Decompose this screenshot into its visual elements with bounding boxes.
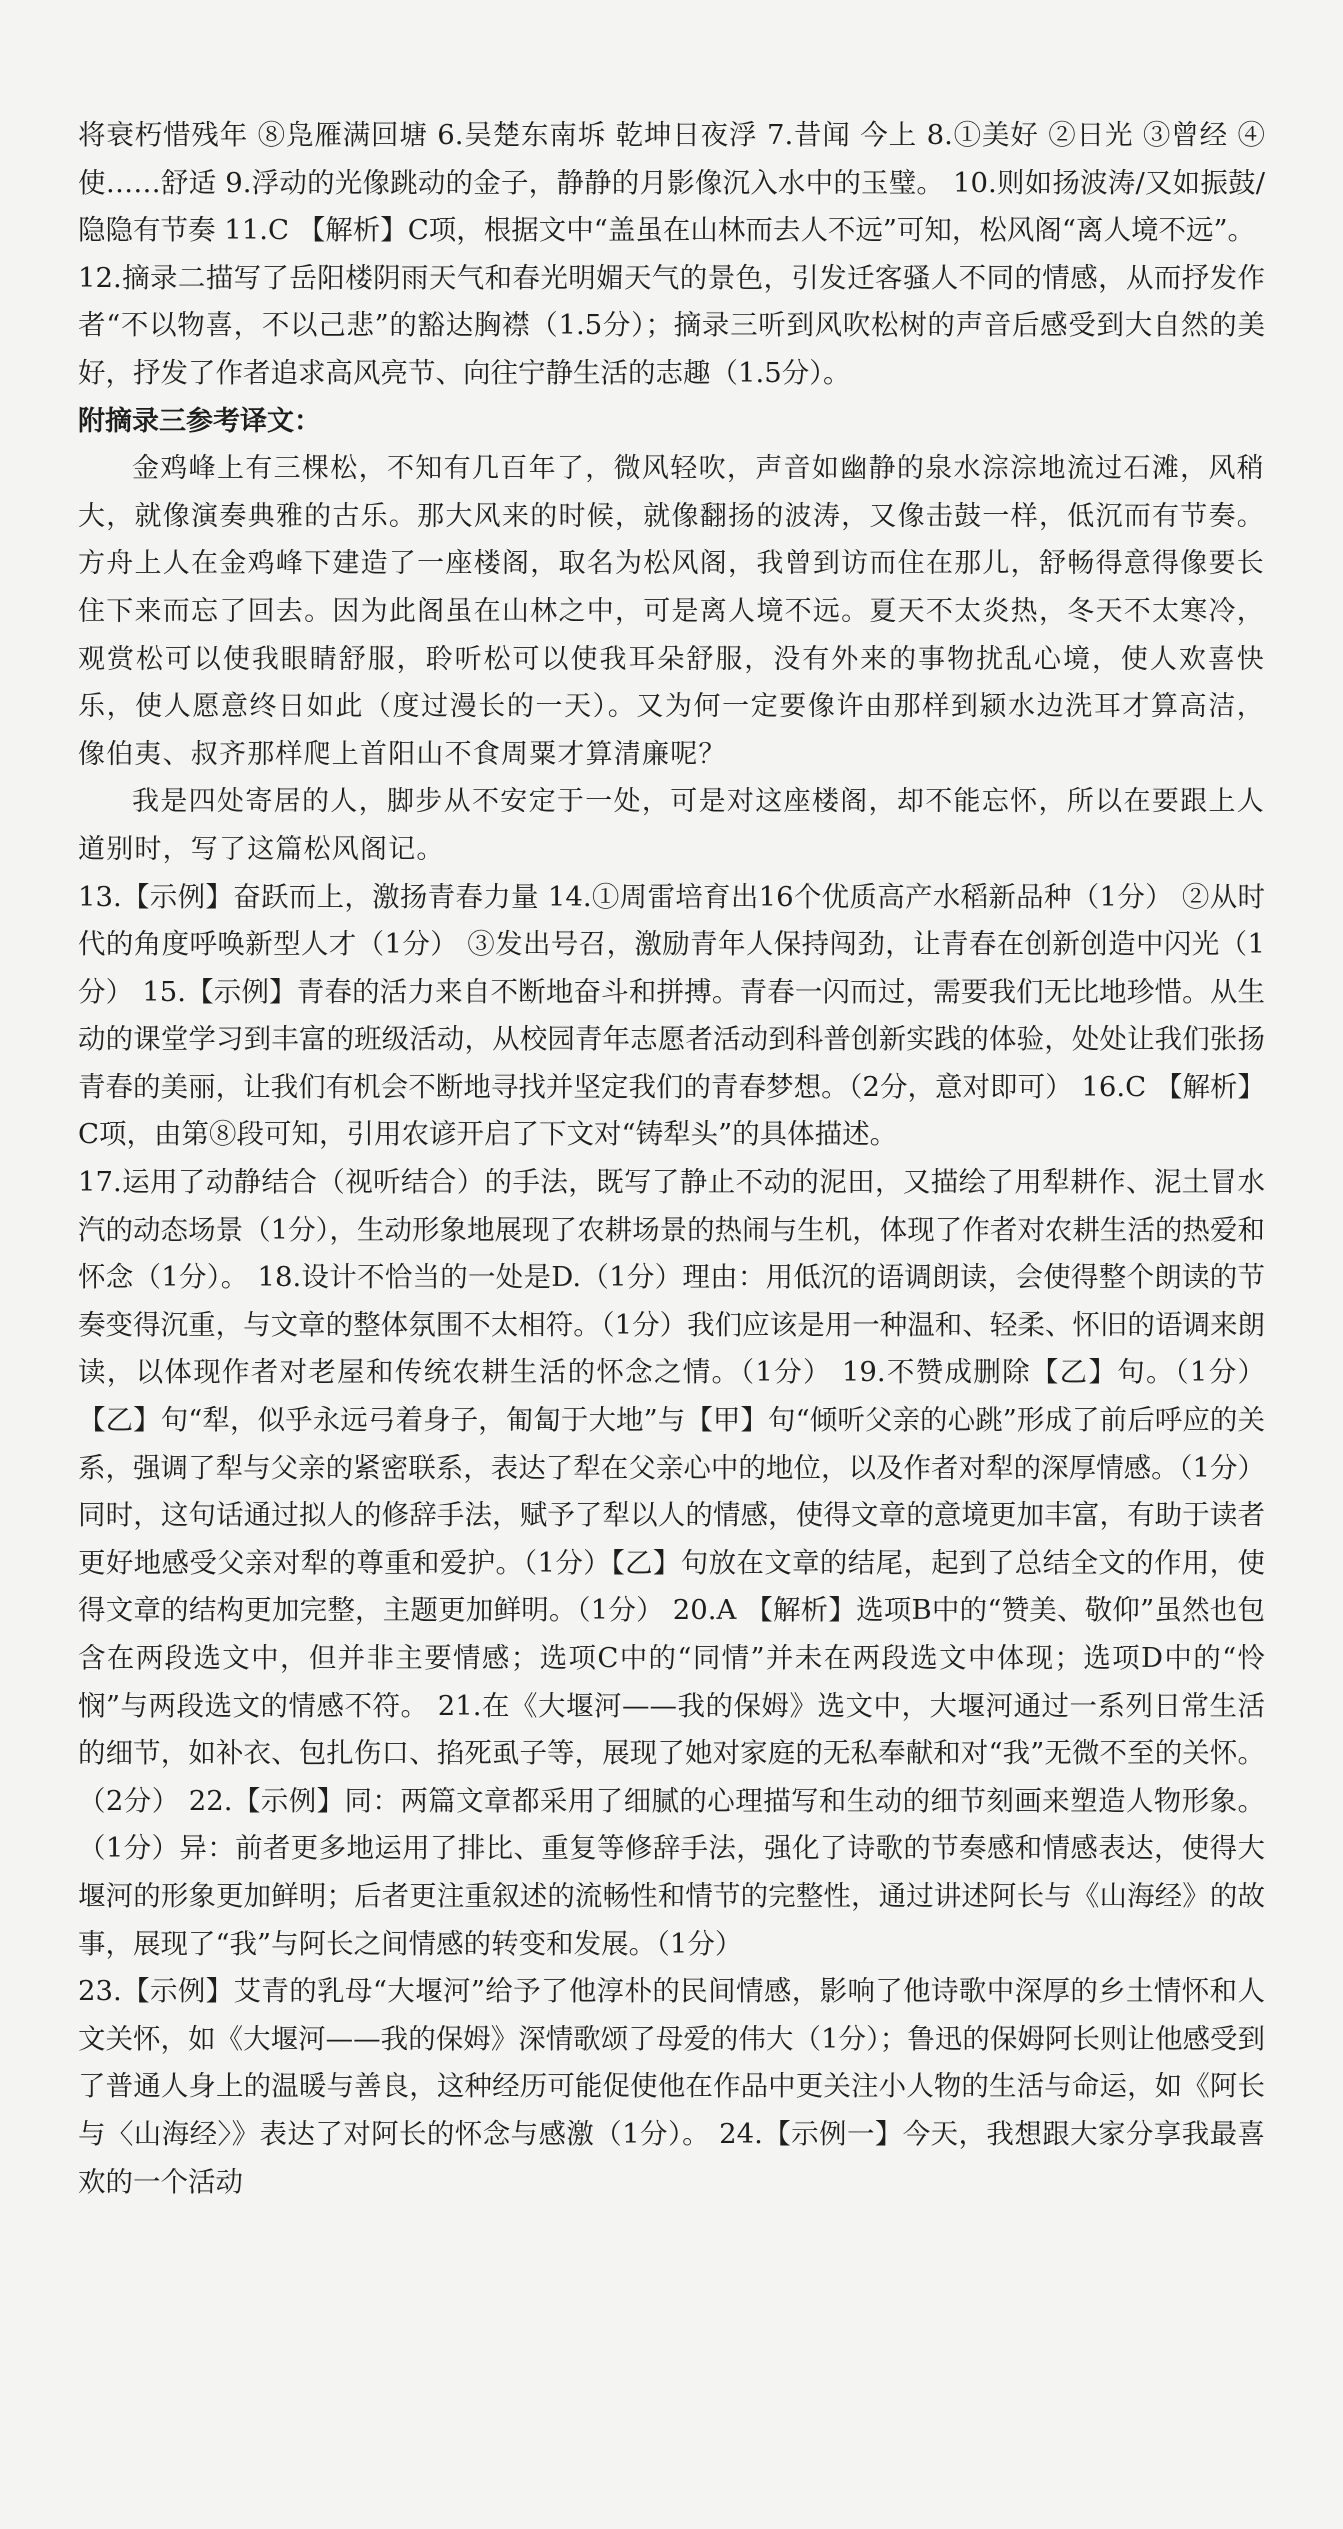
answer-paragraph-1: 将衰朽惜残年 ⑧凫雁满回塘 6.吴楚东南坼 乾坤日夜浮 7.昔闻 今上 8.①美好 ②日光 ③曾经 ④使……舒适 9.浮动的光像跳动的金子，静静的月影像沉入水中的玉璧。 10.则如扬波涛/又如振鼓/隐隐有节奏 11.C 【解析】C项，根据文中“盖虽在山林而去人不远”可知，松风阁“离人境不远”。 (78, 119, 1265, 247)
answer-paragraph-17: 17.运用了动静结合（视听结合）的手法，既写了静止不动的泥田，又描绘了用犁耕作、泥土冒水汽的动态场景（1分），生动形象地展现了农耕场景的热闹与生机，体现了作者对农耕生活的热爱和怀念（1分）。 18.设计不恰当的一处是D.（1分）理由：用低沉的语调朗读，会使得整个朗读的节奏变得沉重，与文章的整体氛围不太相符。（1分）我们应该是用一种温和、轻柔、怀旧的语调来朗读，以体现作者对老屋和传统农耕生活的怀念之情。（1分） 19.不赞成删除【乙】句。（1分）【乙】句“犁，似乎永远弓着身子，匍匐于大地”与【甲】句“倾听父亲的心跳”形成了前后呼应的关系，强调了犁与父亲的紧密联系，表达了犁在父亲心中的地位，以及作者对犁的深厚情感。（1分）同时，这句话通过拟人的修辞手法，赋予了犁以人的情感，使得文章的意境更加丰富，有助于读者更好地感受父亲对犁的尊重和爱护。（1分）【乙】句放在文章的结尾，起到了总结全文的作用，使得文章的结构更加完整，主题更加鲜明。（1分） 20.A 【解析】选项B中的“赞美、敬仰”虽然也包含在两段选文中，但并非主要情感；选项C中的“同情”并未在两段选文中体现；选项D中的“怜悯”与两段选文的情感不符。 21.在《大堰河——我的保姆》选文中，大堰河通过一系列日常生活的细节，如补衣、包扎伤口、掐死虱子等，展现了她对家庭的无私奉献和对“我”无微不至的关怀。（2分） 22.【示例】同：两篇文章都采用了细腻的心理描写和生动的细节刻画来塑造人物形象。（1分）异：前者更多地运用了排比、重复等修辞手法，强化了诗歌的节奏感和情感表达，使得大堰河的形象更加鲜明；后者更注重叙述的流畅性和情节的完整性，通过讲述阿长与《山海经》的故事，展现了“我”与阿长之间情感的转变和发展。（1分） (78, 1166, 1265, 1960)
translation-paragraph-2: 我是四处寄居的人，脚步从不安定于一处，可是对这座楼阁，却不能忘怀，所以在要跟上人道别时，写了这篇松风阁记。 (78, 786, 1265, 865)
answer-paragraph-13: 13.【示例】奋跃而上，激扬青春力量 14.①周雷培育出16个优质高产水稻新品种（1分） ②从时代的角度呼唤新型人才（1分） ③发出号召，激励青年人保持闯劲，让青春在创新创造中闪光（1分） 15.【示例】青春的活力来自不断地奋斗和拼搏。青春一闪而过，需要我们无比地珍惜。从生动的课堂学习到丰富的班级活动，从校园青年志愿者活动到科普创新实践的体验，处处让我们张扬青春的美丽，让我们有机会不断地寻找并坚定我们的青春梦想。（2分，意对即可） 16.C 【解析】C项，由第⑧段可知，引用农谚开启了下文对“铸犁头”的具体描述。 (78, 880, 1265, 1151)
translation-paragraph-1: 金鸡峰上有三棵松，不知有几百年了，微风轻吹，声音如幽静的泉水淙淙地流过石滩，风稍大，就像演奏典雅的古乐。那大风来的时候，就像翻扬的波涛，又像击鼓一样，低沉而有节奏。方舟上人在金鸡峰下建造了一座楼阁，取名为松风阁，我曾到访而住在那儿，舒畅得意得像要长住下来而忘了回去。因为此阁虽在山林之中，可是离人境不远。夏天不太炎热，冬天不太寒冷，观赏松可以使我眼睛舒服，聆听松可以使我耳朵舒服，没有外来的事物扰乱心境，使人欢喜快乐，使人愿意终日如此（度过漫长的一天）。又为何一定要像许由那样到颍水边洗耳才算高洁，像伯夷、叔齐那样爬上首阳山不食周粟才算清廉呢？ (78, 453, 1265, 770)
translation-heading: 附摘录三参考译文： (78, 405, 321, 437)
answer-paragraph-23: 23.【示例】艾青的乳母“大堰河”给予了他淳朴的民间情感，影响了他诗歌中深厚的乡土情怀和人文关怀，如《大堰河——我的保姆》深情歌颂了母爱的伟大（1分）；鲁迅的保姆阿长则让他感受到了普通人身上的温暖与善良，这种经历可能促使他在作品中更关注小人物的生活与命运，如《阿长与〈山海经〉》表达了对阿长的怀念与感激（1分）。 24.【示例一】今天，我想跟大家分享我最喜欢的一个活动 (78, 1975, 1265, 2198)
answer-paragraph-12: 12.摘录二描写了岳阳楼阴雨天气和春光明媚天气的景色，引发迁客骚人不同的情感，从而抒发作者“不以物喜，不以己悲”的豁达胸襟（1.5分）；摘录三听到风吹松树的声音后感受到大自然的美好，抒发了作者追求高风亮节、向往宁静生活的志趣（1.5分）。 (78, 261, 1265, 389)
answer-text-block (78, 112, 1265, 2206)
